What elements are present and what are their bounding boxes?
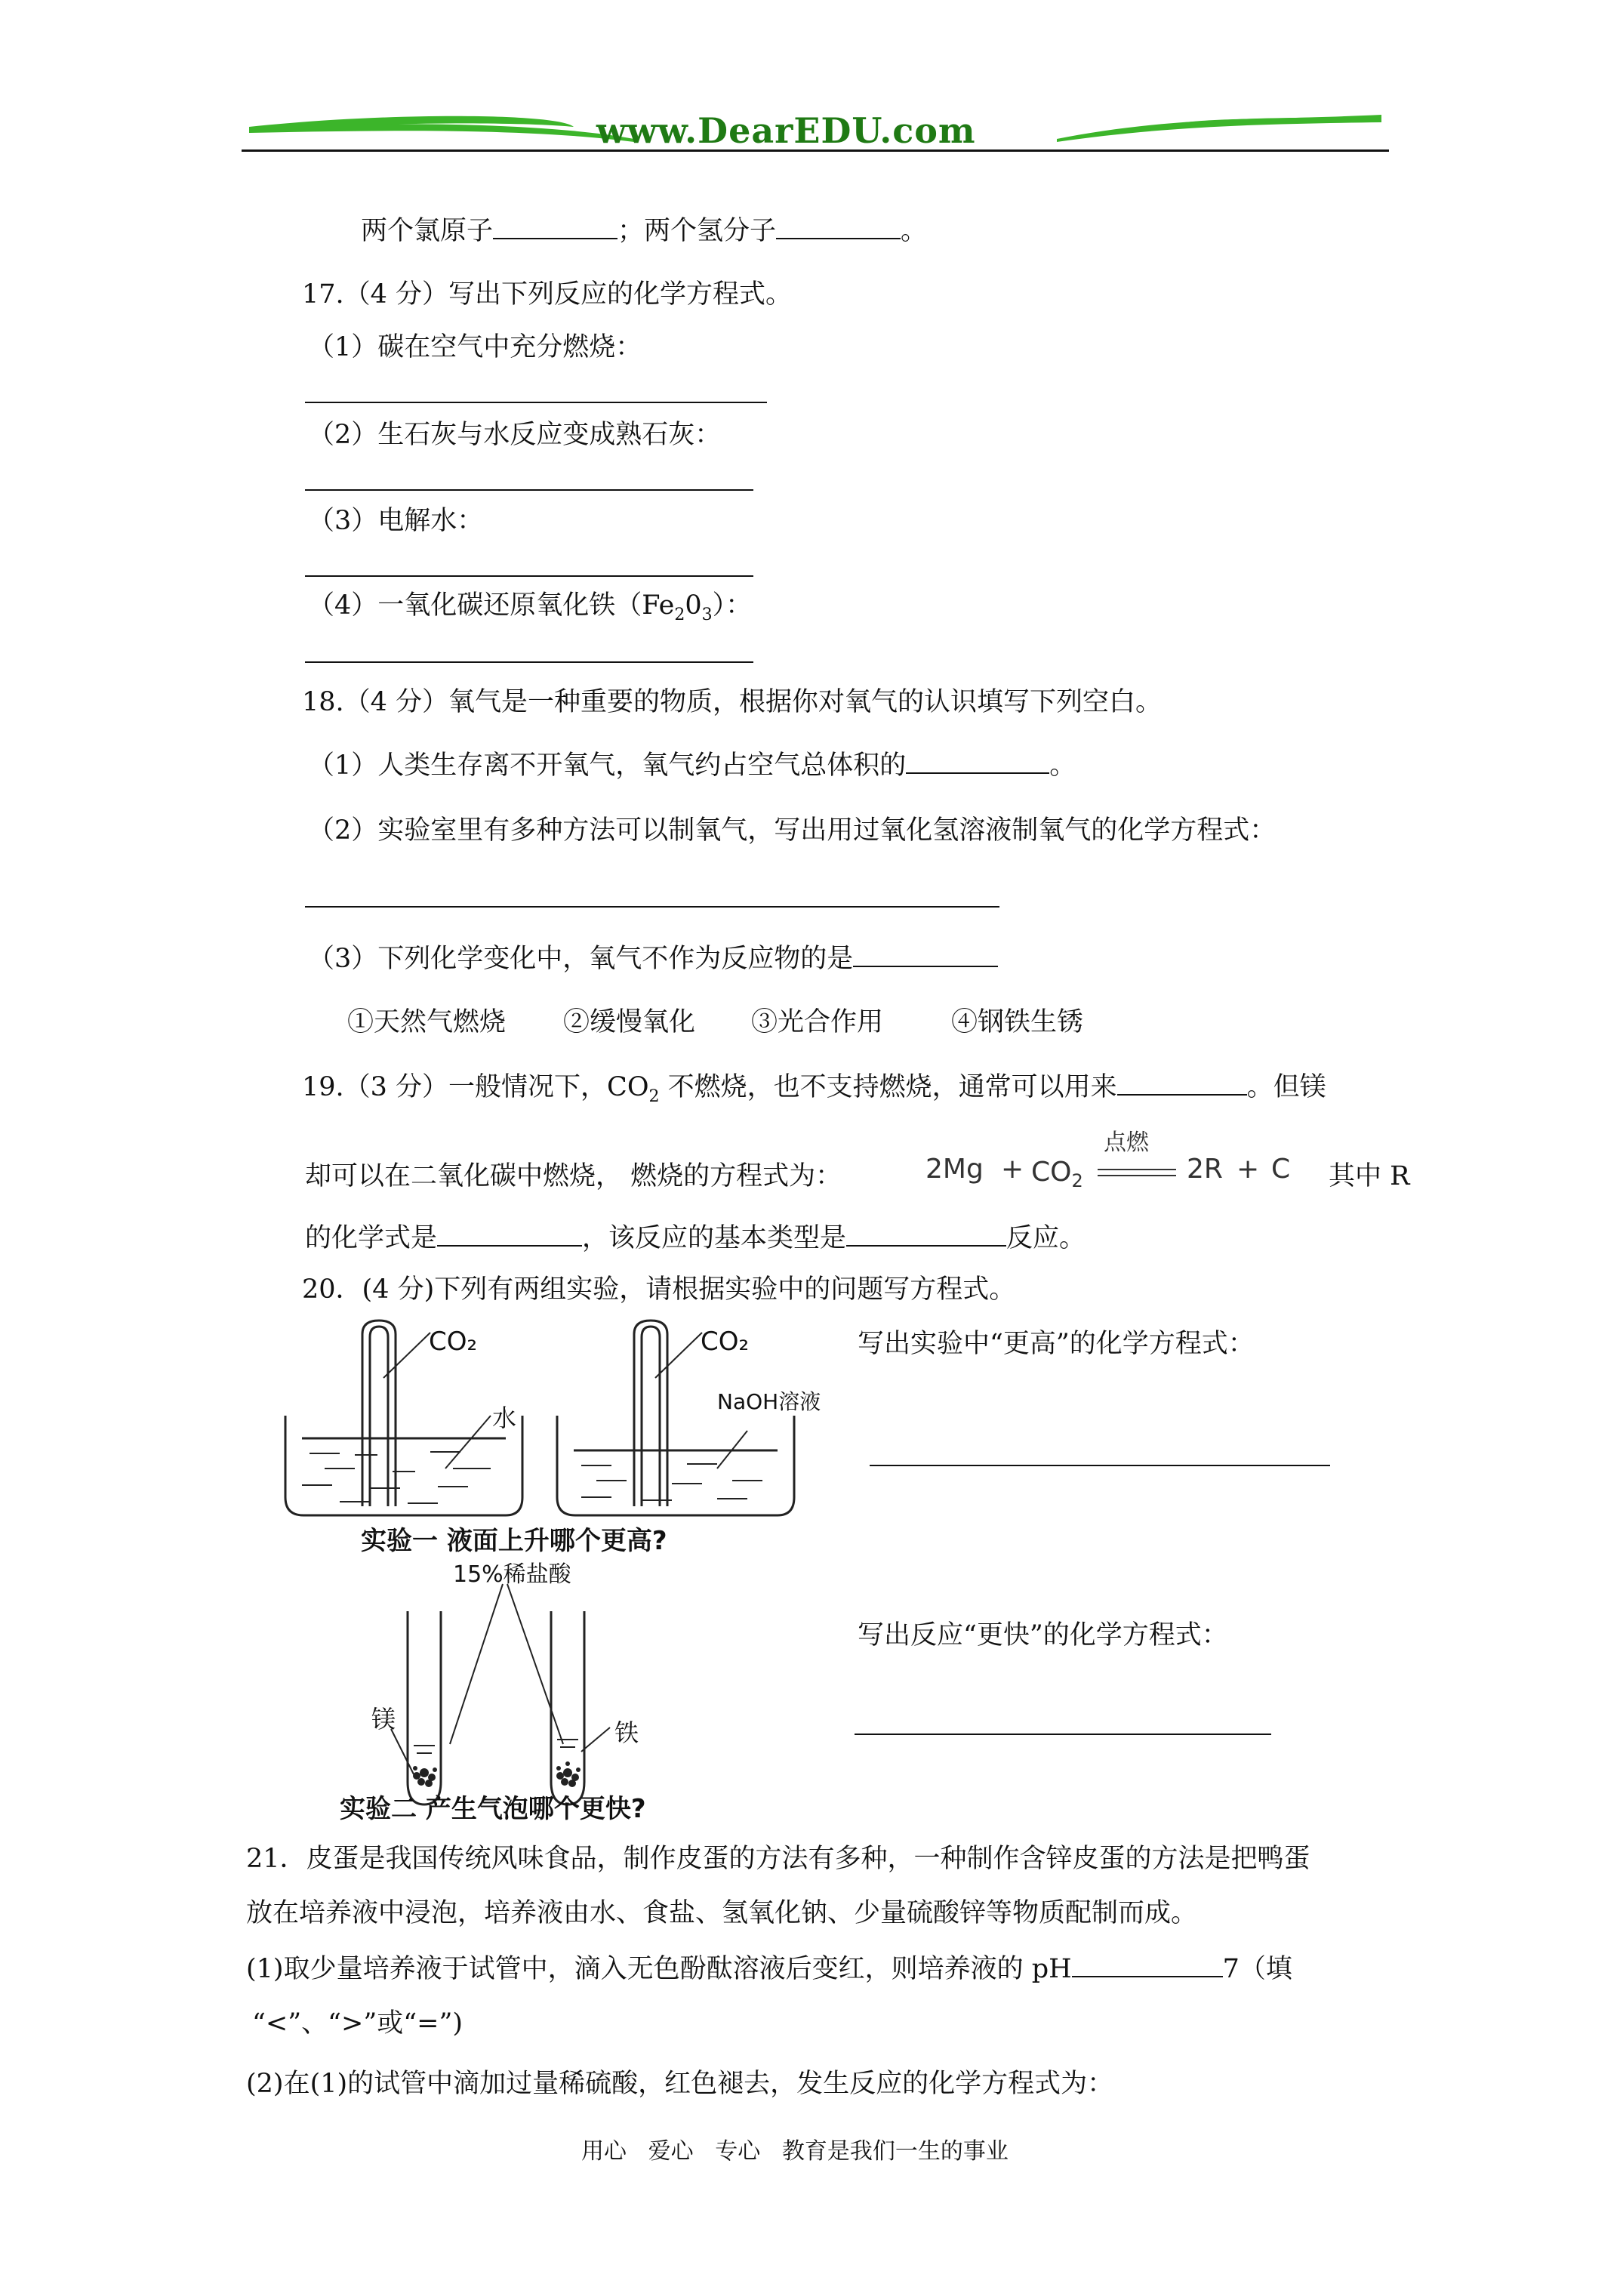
q18-2-answer-line[interactable] (305, 906, 999, 908)
blank-oxygen-ratio[interactable] (906, 750, 1049, 774)
q17-3: （3）电解水： (308, 506, 484, 536)
q18-1: （1）人类生存离不开氧气，氧气约占空气总体积的 。 (308, 750, 1076, 781)
q21-line2: 放在培养液中浸泡，培养液由水、食盐、氢氧化钠、少量硫酸锌等物质配制而成。 (246, 1898, 1198, 1928)
q17-title: 17.（4 分）写出下列反应的化学方程式。 (302, 279, 793, 310)
blank-h2[interactable] (776, 215, 901, 239)
blank-r-formula[interactable] (437, 1222, 582, 1247)
q17-2-answer-line[interactable] (305, 489, 753, 491)
q21-line1: 21．皮蛋是我国传统风味食品，制作皮蛋的方法有多种，一种制作含锌皮蛋的方法是把鸭蛋 (246, 1844, 1310, 1874)
q17-2: （2）生石灰与水反应变成熟石灰： (308, 420, 722, 450)
q18-3: （3）下列化学变化中，氧气不作为反应物的是 (308, 942, 998, 975)
header-rule (242, 149, 1389, 152)
q17-4-answer-line[interactable] (305, 661, 753, 663)
q18-2: （2）实验室里有多种方法可以制氧气，写出用过氧化氢溶液制氧气的化学方程式： (308, 815, 1277, 846)
q17-1: （1）碳在空气中充分燃烧： (308, 332, 642, 362)
q20-right-1: 写出实验中“更高”的化学方程式： (858, 1329, 1255, 1359)
blank-reaction-type[interactable] (846, 1222, 1006, 1247)
q21-line3: (1)取少量培养液于试管中，滴入无色酚酞溶液后变红，则培养液的 pH 7（填 (246, 1954, 1292, 1984)
q17-4: （4）一氧化碳还原氧化铁$(Fe_20_3)$： (308, 590, 753, 624)
equals-sign (1098, 1169, 1176, 1170)
experiment-one-figure: CO₂ CO₂ 水 NaOH溶液 实验一 液面上升哪个更高? (279, 1318, 838, 1559)
q19-line2b: 其中 R (1329, 1161, 1410, 1191)
line-atoms: 两个氯原子 ；两个氢分子 。 (361, 216, 928, 246)
q20-answer-line-2[interactable] (855, 1734, 1271, 1735)
q17-3-answer-line[interactable] (305, 575, 753, 577)
logo-text: www.DearEDU.com (596, 110, 976, 151)
blank-cl[interactable] (493, 215, 617, 239)
blank-ph[interactable] (1072, 1953, 1223, 1977)
q19-line1: 19.（3 分）一般情况下，$CO_2$ 不燃烧，也不支持燃烧，通常可以用来 。但镁 (302, 1072, 1326, 1106)
q18-option-4: ④钢铁生锈 (951, 1007, 1084, 1037)
q21-line4: “<”、“>”或“=”) (252, 2008, 463, 2039)
q18-title: 18.（4 分）氧气是一种重要的物质，根据你对氧气的认识填写下列空白。 (302, 687, 1163, 717)
q18-option-2: ②缓慢氧化 (563, 1007, 696, 1037)
q19-line2a: 却可以在二氧化碳中燃烧， 燃烧的方程式为： (305, 1161, 842, 1191)
experiment-two-figure: 15%稀盐酸 镁 铁 (332, 1555, 725, 1835)
combustion-equation: 2Mg + $CO_2$ 点燃 2R + C (925, 1130, 1291, 1192)
q18-option-3: ③光合作用 (751, 1007, 884, 1037)
q21-line5: (2)在(1)的试管中滴加过量稀硫酸，红色褪去，发生反应的化学方程式为： (246, 2069, 1114, 2099)
blank-q18-3[interactable] (853, 943, 998, 967)
q20-answer-line-1[interactable] (870, 1465, 1330, 1466)
q20-title: 20．(4 分)下列有两组实验，请根据实验中的问题写方程式。 (302, 1274, 1016, 1305)
q17-1-answer-line[interactable] (305, 402, 767, 403)
q19-line3: 的化学式是 ，该反应的基本类型是 反应。 (305, 1223, 1086, 1253)
blank-co2-use[interactable] (1117, 1071, 1247, 1096)
q18-option-1: ①天然气燃烧 (347, 1007, 507, 1037)
footer-slogan: 用心 爱心 专心 教育是我们一生的事业 (581, 2138, 1009, 2165)
q20-right-2: 写出反应“更快”的化学方程式： (858, 1620, 1228, 1650)
experiment-two-caption: 实验二 产生气泡哪个更快? (340, 1794, 646, 1824)
